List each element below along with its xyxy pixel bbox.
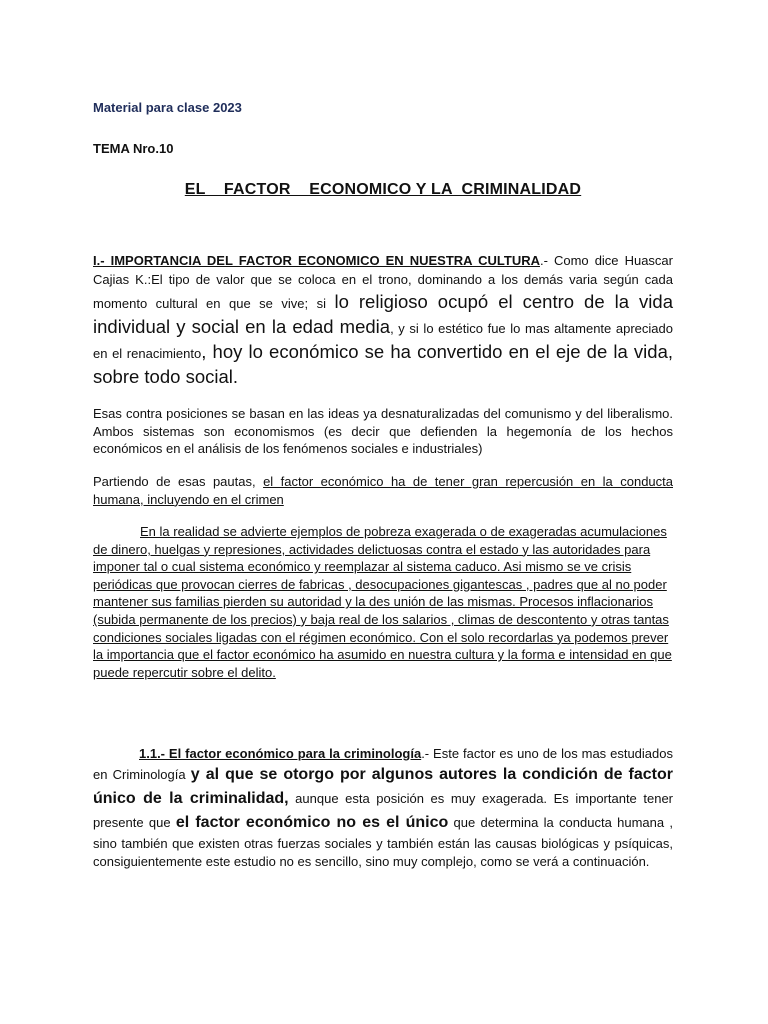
paragraph-text: aunque esta posición es muy exagerada. Es importante tener presente que bbox=[93, 791, 673, 830]
emphasized-text: el factor económico no es el único bbox=[175, 814, 449, 831]
paragraph-contraposiciones: Esas contra posiciones se basan en las ideas ya desnaturalizadas del comunismo y del liberalismo. Ambos sistemas son economismos (es decir que defienden la hegemonía de los hechos económicos en el análisis de los fenómenos sociales e industriales) bbox=[93, 406, 673, 456]
underlined-text: el factor económico ha de tener gran repercusión en la conducta humana, incluyendo en el crimen bbox=[93, 474, 673, 507]
emphasized-text: y al que se otorgo por algunos autores la condición de factor único de la criminalidad, bbox=[93, 766, 673, 807]
section-heading-criminologia: 1.1.- El factor económico para la criminología bbox=[139, 746, 422, 761]
document-title: EL FACTOR ECONOMICO Y LA CRIMINALIDAD bbox=[184, 181, 582, 198]
paragraph-text: .- Como dice Huascar Cajias K.:El tipo de valor que se coloca en el trono, dominando a los demás varia según cada momento cultural en que se vive; si bbox=[93, 253, 673, 311]
paragraph-text: , y si lo estético fue lo mas altamente apreciado en el renacimiento bbox=[93, 321, 673, 361]
emphasized-text: lo religioso ocupó el centro de la vida individual y social en la edad media bbox=[93, 291, 673, 337]
paragraph-text: Partiendo de esas pautas, bbox=[93, 474, 264, 489]
paragraph-pautas bbox=[93, 473, 673, 508]
paragraph-factor-criminologia bbox=[93, 745, 673, 871]
paragraph-realidad bbox=[93, 523, 673, 681]
emphasized-text: , hoy lo económico se ha convertido en el eje de la vida, sobre todo social. bbox=[93, 341, 674, 387]
paragraph-text: .- Este factor es uno de los mas estudiados en Criminología bbox=[93, 746, 673, 782]
tema-number: TEMA Nro.10 bbox=[93, 141, 174, 156]
paragraph-importancia bbox=[93, 252, 673, 389]
paragraph-text: En la realidad se advierte ejemplos de pobreza exagerada o de exageradas acumulaciones de dinero, huelgas y represiones, actividades delictuosas contra el estado y las autoridades para imponer tal o cual sistema económico y reemplazar al sistema caduco. Asi mismo se ve crisis periódicas que provocan cierres de fabricas , desocupaciones gigantescas , padres que al no poder mantener sus familias pierden su autoridad y la des unión de las mismas. Procesos inflacionarios (subida permanente de los precios) y baja real de los salarios , climas de descontento y otras tantas condiciones sociales ligadas con el régimen económico. Con el solo recordarlas ya podemos prever la importancia que el factor económico ha asumido en nuestra cultura y la forma e intensidad en que puede repercutir sobre el delito. bbox=[93, 524, 672, 680]
section-heading-importancia: I.- IMPORTANCIA DEL FACTOR ECONOMICO EN NUESTRA CULTURA bbox=[93, 253, 540, 268]
material-header: Material para clase 2023 bbox=[93, 100, 242, 115]
paragraph-text: que determina la conducta humana , sino también que existen otras fuerzas sociales y también están las causas biológicas y psíquicas, consiguientemente este estudio no es sencillo, sino muy complejo, como se verá a continuación. bbox=[93, 815, 674, 869]
